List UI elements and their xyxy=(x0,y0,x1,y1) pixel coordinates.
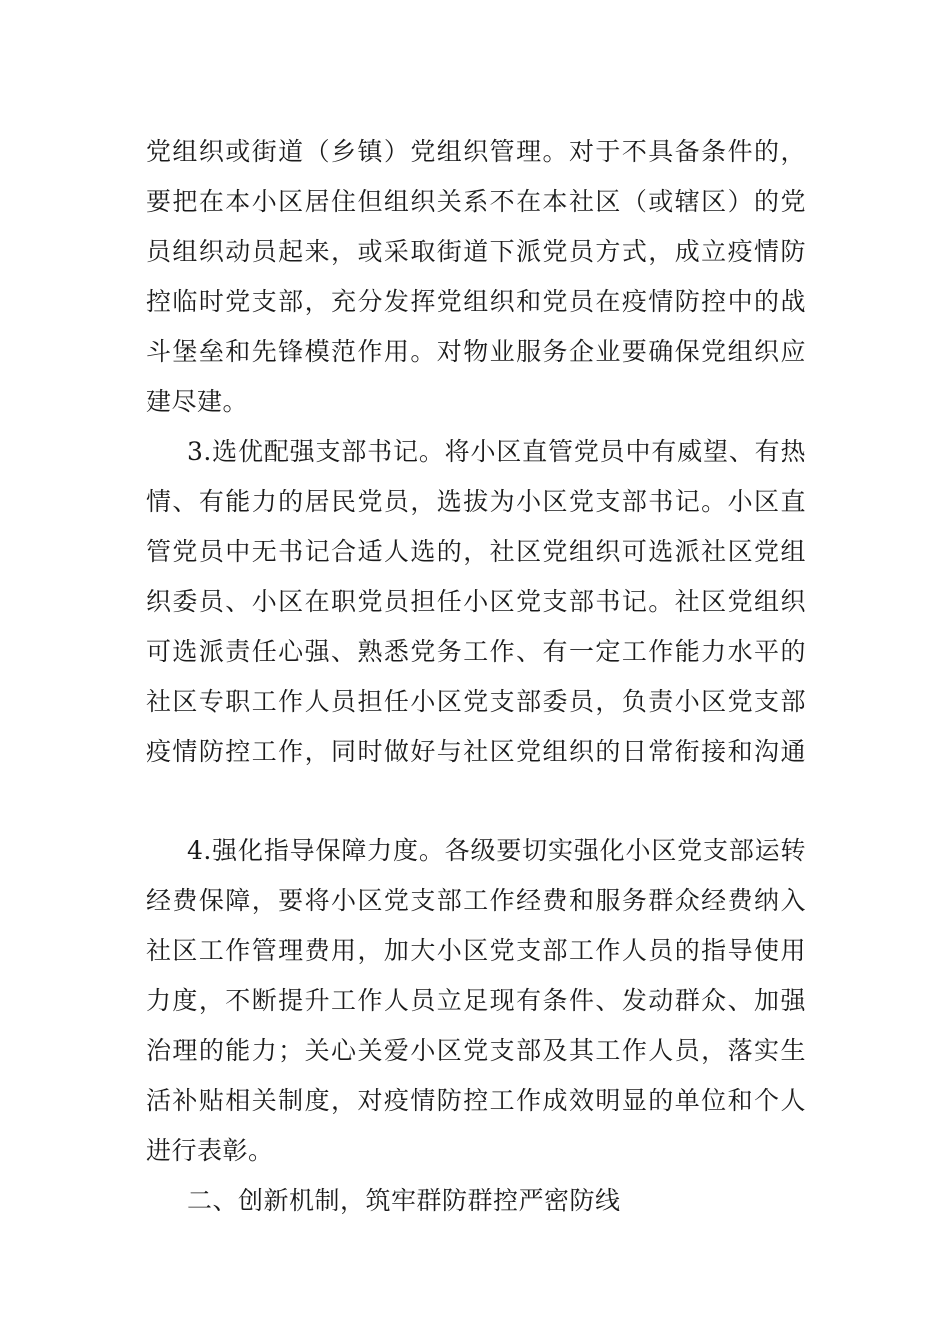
text-line-1: 党组织或街道（乡镇）党组织管理。对于不具备条件的， xyxy=(146,137,806,166)
text-line-4: 控临时党支部，充分发挥党组织和党员在疫情防控中的战 xyxy=(146,287,806,316)
text-line-2: 要把在本小区居住但组织关系不在本社区（或辖区）的党 xyxy=(146,187,806,216)
text-line-11: 可选派责任心强、熟悉党务工作、有一定工作能力水平的 xyxy=(146,637,806,666)
text-line-15: 经费保障，要将小区党支部工作经费和服务群众经费纳入 xyxy=(146,886,806,915)
text-line-20: 进行表彰。 xyxy=(146,1136,274,1165)
text-line-9: 管党员中无书记合适人选的，社区党组织可选派社区党组 xyxy=(146,537,806,566)
text-line-19: 活补贴相关制度，对疫情防控工作成效明显的单位和个人 xyxy=(146,1086,806,1115)
text-line-16: 社区工作管理费用，加大小区党支部工作人员的指导使用 xyxy=(146,936,806,965)
text-line-17: 力度，不断提升工作人员立足现有条件、发动群众、加强 xyxy=(146,986,806,1015)
section-4-heading-line: 4.强化指导保障力度。各级要切实强化小区党支部运转 xyxy=(187,836,806,865)
text-line-10: 织委员、小区在职党员担任小区党支部书记。社区党组织 xyxy=(146,587,806,616)
text-line-3: 员组织动员起来，或采取街道下派党员方式，成立疫情防 xyxy=(146,237,806,266)
text-line-12: 社区专职工作人员担任小区党支部委员，负责小区党支部 xyxy=(146,687,806,716)
text-line-13: 疫情防控工作，同时做好与社区党组织的日常衔接和沟通 xyxy=(146,737,806,766)
text-line-8: 情、有能力的居民党员，选拔为小区党支部书记。小区直 xyxy=(146,487,806,516)
text-line-5: 斗堡垒和先锋模范作用。对物业服务企业要确保党组织应 xyxy=(146,337,806,366)
section-heading-2: 二、创新机制，筑牢群防群控严密防线 xyxy=(187,1186,621,1215)
text-line-6: 建尽建。 xyxy=(146,387,249,416)
section-3-heading-line: 3.选优配强支部书记。将小区直管党员中有威望、有热 xyxy=(187,437,806,466)
text-line-18: 治理的能力；关心关爱小区党支部及其工作人员，落实生 xyxy=(146,1036,806,1065)
